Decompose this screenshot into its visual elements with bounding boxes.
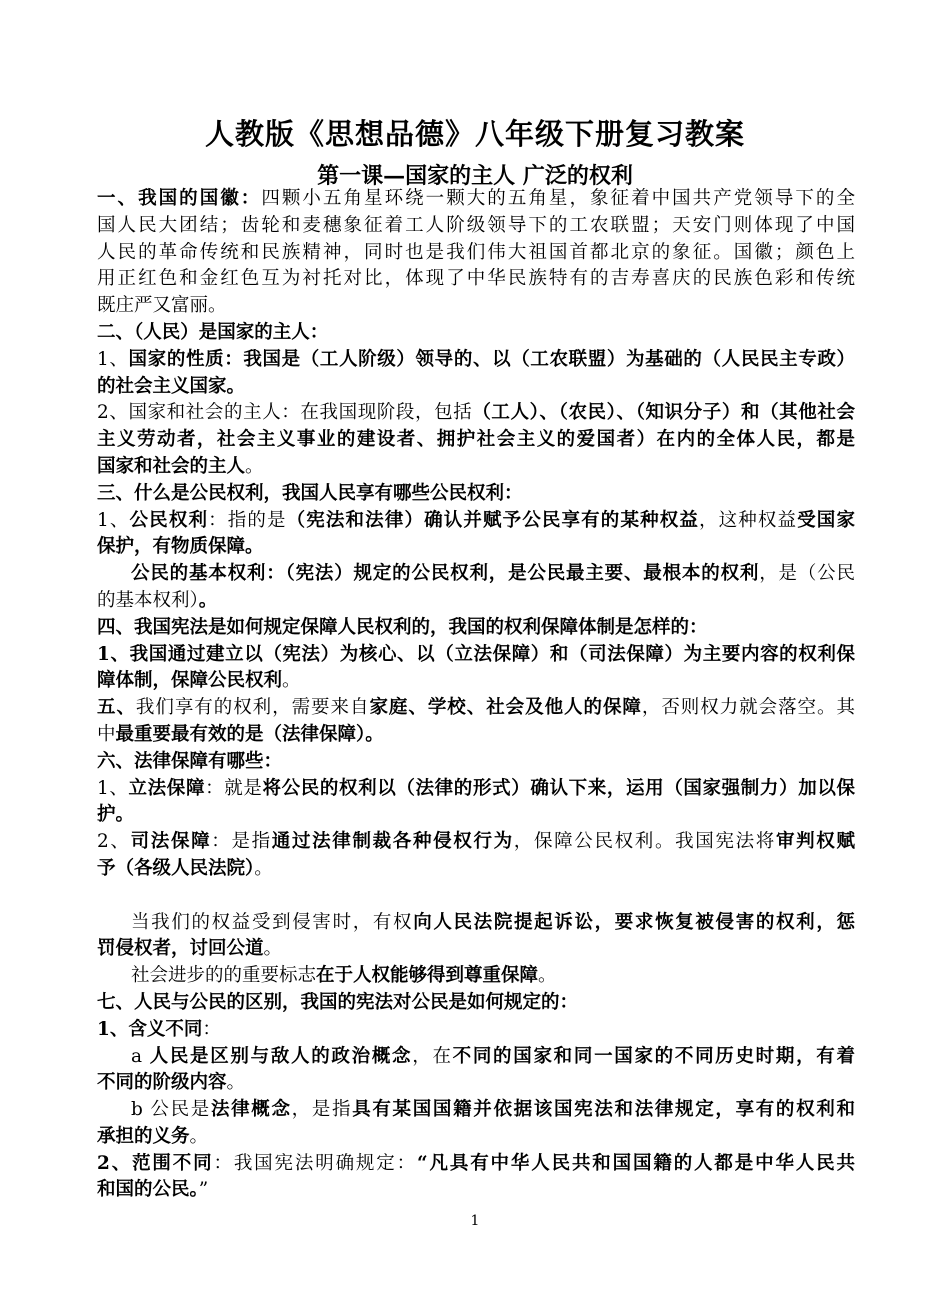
text-run: 2、国家和社会的主人：在我国现阶段，包括 (97, 402, 473, 424)
text-run: 用正红色和金红色互为衬托对比，体现了中华民族特有的吉寿喜庆的民族色彩和传统 (97, 268, 855, 290)
text-run: ，这种权益 (698, 509, 798, 531)
text-line (97, 1097, 855, 1124)
text-line (97, 642, 855, 669)
text-run: 1、 (97, 509, 130, 531)
text-run: 不同的阶级内容 (97, 1072, 227, 1094)
text-run: 国人民大团结；齿轮和麦穗象征着工人阶级领导下的工农联盟；天安门则体现了中国 (97, 214, 855, 236)
text-run: 和国的公民。 (97, 1179, 199, 1201)
text-run: b 公民是 (131, 1099, 211, 1121)
text-run: 立法保障 (128, 777, 206, 799)
text-line (97, 963, 855, 990)
text-run: 1、含义不同 (97, 1018, 203, 1040)
text-run: 。 (189, 1125, 209, 1147)
document-body (97, 186, 855, 1204)
text-run: 法律概念 (210, 1099, 292, 1121)
text-line (97, 293, 855, 320)
section-heading (97, 481, 855, 508)
text-line (97, 856, 855, 883)
section-heading (97, 615, 855, 642)
text-line (97, 427, 855, 454)
text-run: 的基本权利） (97, 589, 199, 611)
text-run: ：指的是 (208, 509, 287, 531)
text-line (97, 400, 855, 427)
text-line (97, 802, 855, 829)
section-heading (97, 990, 855, 1017)
text-run: 1、 (97, 348, 129, 370)
text-run: 主义劳动者，社会主义事业的建设者、拥护社会主义的爱国者）在内的全体人民，都是 (97, 429, 855, 451)
text-run: 三、什么是公民权利，我国人民享有哪些公民权利： (97, 482, 523, 504)
text-line (97, 213, 855, 240)
text-line (97, 936, 855, 963)
text-run: 障体制，保障公民权利 (97, 670, 283, 692)
text-line (97, 186, 855, 213)
text-run: 六、法律保障有哪些： (97, 750, 283, 772)
text-run: 五、 (97, 697, 136, 719)
text-run: ：就是 (205, 777, 263, 799)
text-run: 我们享有的权利，需要来自 (135, 697, 370, 719)
text-run: ：我国宪法明确规定： (213, 1152, 417, 1174)
lesson-title: 第一课—国家的主人 广泛的权利 (317, 163, 633, 189)
text-line (97, 829, 855, 856)
text-run: 。 (282, 670, 301, 692)
text-run: ，是（公民 (759, 563, 855, 585)
text-run: 不同的国家和同一国家的不同历史时期，有着 (452, 1045, 855, 1067)
text-line (97, 588, 855, 615)
text-run: 司法保障 (130, 831, 212, 853)
text-run: 审判权赋 (775, 831, 855, 853)
text-run: 2、范围不同 (97, 1152, 214, 1174)
text-run: 予（各级人民法院） (97, 857, 255, 879)
text-line (97, 561, 855, 588)
text-line (97, 534, 855, 561)
text-run: a (131, 1045, 150, 1067)
text-run: ：是指 (211, 831, 272, 853)
section-heading (97, 320, 855, 347)
page-title: 人教版《思想品德》八年级下册复习教案 (204, 117, 745, 151)
text-run: 二、（人民）是国家的主人： (97, 321, 329, 343)
text-run: 中 (97, 723, 116, 745)
text-run: 将公民的权利以（法律的形式）确认下来，运用（国家强制力）加以保 (262, 777, 855, 799)
text-run: ，是指 (291, 1099, 353, 1121)
text-line (97, 240, 855, 267)
text-line (97, 1151, 855, 1178)
text-line (97, 1070, 855, 1097)
text-run: 通过法律制裁各种侵权行为 (271, 831, 514, 853)
text-run: 国家和社会的主人 (97, 455, 246, 477)
text-line (97, 454, 855, 481)
text-run: 四颗小五角星环绕一颗大的五角星，象征着中国共产党领导下的全 (261, 188, 855, 209)
text-run: 受国家 (797, 509, 855, 531)
section-heading (97, 749, 855, 776)
text-run: 。 (538, 965, 557, 987)
text-line (97, 1177, 855, 1204)
text-run: 向人民法院提起诉讼，要求恢复被侵害的权利，惩 (413, 911, 855, 933)
text-run: 。 (198, 589, 218, 611)
text-run: 1、 (97, 777, 129, 799)
text-line (97, 1044, 855, 1071)
text-run: ，在 (412, 1045, 453, 1067)
text-line (97, 1124, 855, 1151)
text-run: 人民是区别与敌人的政治概念 (149, 1045, 413, 1067)
text-run: 社会进步的的重要标志 (131, 965, 317, 987)
text-run: 的社会主义国家。 (97, 375, 246, 397)
text-run: ： (202, 1018, 221, 1040)
text-run: 护。 (97, 804, 135, 826)
text-line (97, 1017, 855, 1044)
text-run: 当我们的权益受到侵害时，有权 (131, 911, 414, 933)
text-run: ，保障公民权利。我国宪法将 (513, 831, 776, 853)
text-run: 1、我国通过建立以（宪法）为核心、以（立法保障）和（司法保障）为主要内容的权利保 (97, 643, 855, 665)
text-line (97, 347, 855, 374)
text-run: 。 (254, 857, 273, 879)
text-run: 既庄严又富丽。 (97, 295, 227, 317)
text-run: 具有某国国籍并依据该国宪法和法律规定，享有的权利和 (352, 1099, 855, 1121)
text-line (97, 722, 855, 749)
text-run: 。 (245, 455, 264, 477)
text-run: （宪法和法律）确认并赋予公民享有的某种权益 (286, 509, 699, 531)
text-run: 。 (263, 938, 283, 960)
text-run: ，否则权力就会落空。其 (641, 697, 855, 719)
text-run: 2、 (97, 831, 131, 853)
text-run: 一、我国的国徽： (97, 188, 262, 209)
text-run: 罚侵权者，讨回公道 (97, 938, 264, 960)
text-run: 最重要最有效的是（法律保障）。 (115, 723, 384, 745)
text-line (97, 776, 855, 803)
text-run: 四、我国宪法是如何规定保障人民权利的，我国的权利保障体制是怎样的： (97, 616, 708, 638)
text-run: （工人）、（农民）、（知识分子）和（其他社会 (472, 402, 855, 424)
text-run: 家庭、学校、社会及他人的保障 (369, 697, 642, 719)
text-line (97, 266, 855, 293)
text-run: 国家的性质：我国是（工人阶级）领导的、以（工农联盟）为基础的（人民民主专政） (128, 348, 855, 370)
text-run: ” (198, 1179, 209, 1201)
text-run: 保护，有物质保障。 (97, 536, 264, 558)
page-number: 1 (470, 1213, 480, 1229)
blank-line (97, 883, 855, 910)
text-run: 公民权利 (129, 509, 209, 531)
text-run: “凡具有中华人民共和国国籍的人都是中华人民共 (417, 1152, 855, 1174)
text-line (97, 668, 855, 695)
text-line (97, 508, 855, 535)
text-line (97, 910, 855, 937)
text-run: 承担的义务 (97, 1125, 190, 1147)
text-run: 公民的基本权利：（宪法）规定的公民权利，是公民最主要、最根本的权利 (131, 563, 760, 585)
text-line (97, 695, 855, 722)
text-run: 七、人民与公民的区别，我国的宪法对公民是如何规定的： (97, 991, 579, 1013)
text-run: 人民的革命传统和民族精神，同时也是我们伟大祖国首都北京的象征。国徽；颜色上 (97, 241, 855, 263)
text-line (97, 374, 855, 401)
text-run: 。 (226, 1072, 246, 1094)
text-run: 在于人权能够得到尊重保障 (316, 965, 539, 987)
